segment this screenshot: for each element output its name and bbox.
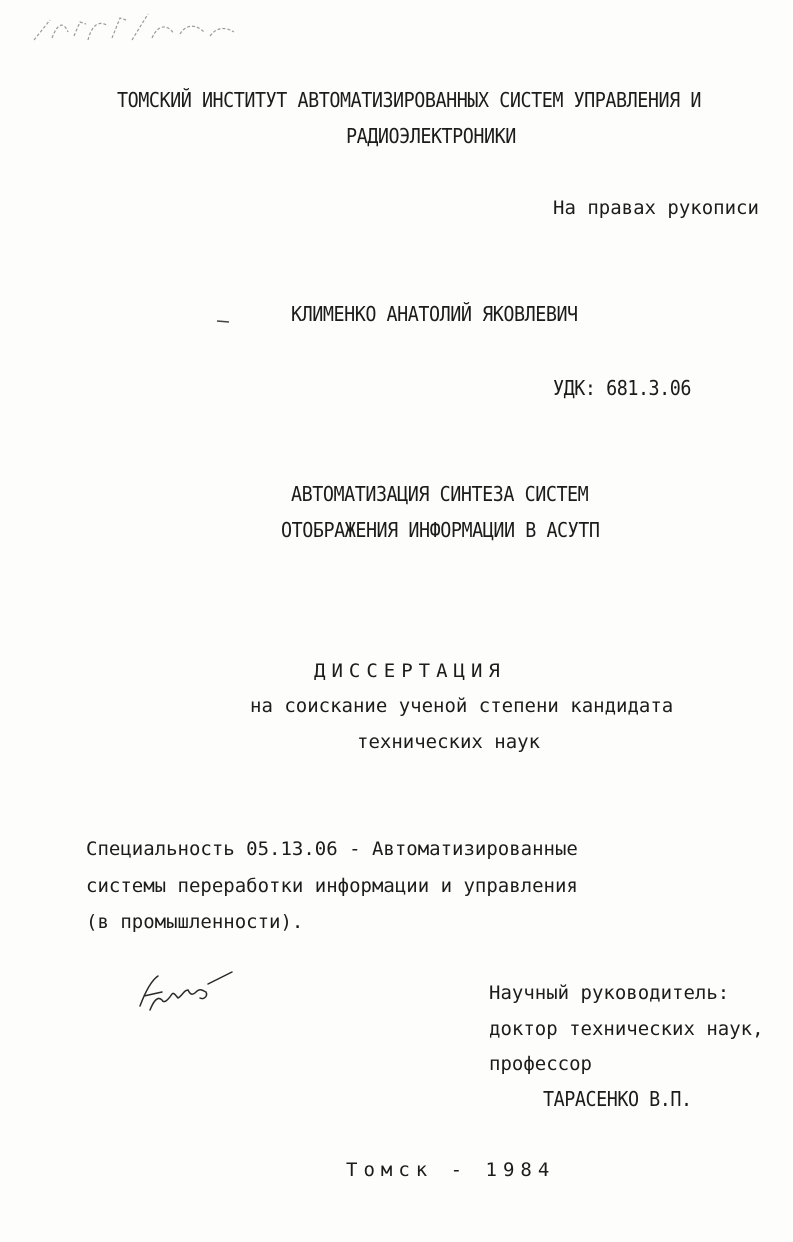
manuscript-rights-note: На правах рукописи: [553, 197, 759, 219]
city-year: Томск - 1984: [346, 1159, 556, 1181]
handwritten-signature: [128, 966, 238, 1016]
institution-name-line-2: РАДИОЭЛЕКТРОНИКИ: [346, 124, 516, 148]
supervisor-label: Научный руководитель:: [489, 982, 730, 1004]
specialty-line-1: Специальность 05.13.06 - Автоматизированные: [86, 838, 578, 860]
supervisor-name: ТАРАСЕНКО В.П.: [543, 1087, 692, 1111]
supervisor-title: профессор: [489, 1053, 592, 1075]
udc-code: УДК: 681.3.06: [553, 376, 692, 400]
degree-line-2: технических наук: [357, 731, 541, 753]
specialty-line-2: системы переработки информации и управления: [86, 875, 578, 897]
title-line-2: ОТОБРАЖЕНИЯ ИНФОРМАЦИИ В АСУТП: [281, 518, 600, 542]
institution-name-line-1: ТОМСКИЙ ИНСТИТУТ АВТОМАТИЗИРОВАННЫХ СИСТЕМ УПРАВЛЕНИЯ И: [117, 88, 701, 112]
document-type: ДИССЕРТАЦИЯ: [314, 660, 506, 682]
title-line-1: АВТОМАТИЗАЦИЯ СИНТЕЗА СИСТЕМ: [291, 482, 589, 506]
specialty-line-3: (в промышленности).: [86, 911, 304, 933]
author-name: КЛИМЕНКО АНАТОЛИЙ ЯКОВЛЕВИЧ: [291, 302, 578, 326]
handwritten-inventory-number: [28, 10, 248, 50]
supervisor-degree: доктор технических наук,: [489, 1018, 764, 1040]
degree-line-1: на соискание ученой степени кандидата: [250, 695, 674, 717]
small-dash-mark: [216, 318, 230, 324]
